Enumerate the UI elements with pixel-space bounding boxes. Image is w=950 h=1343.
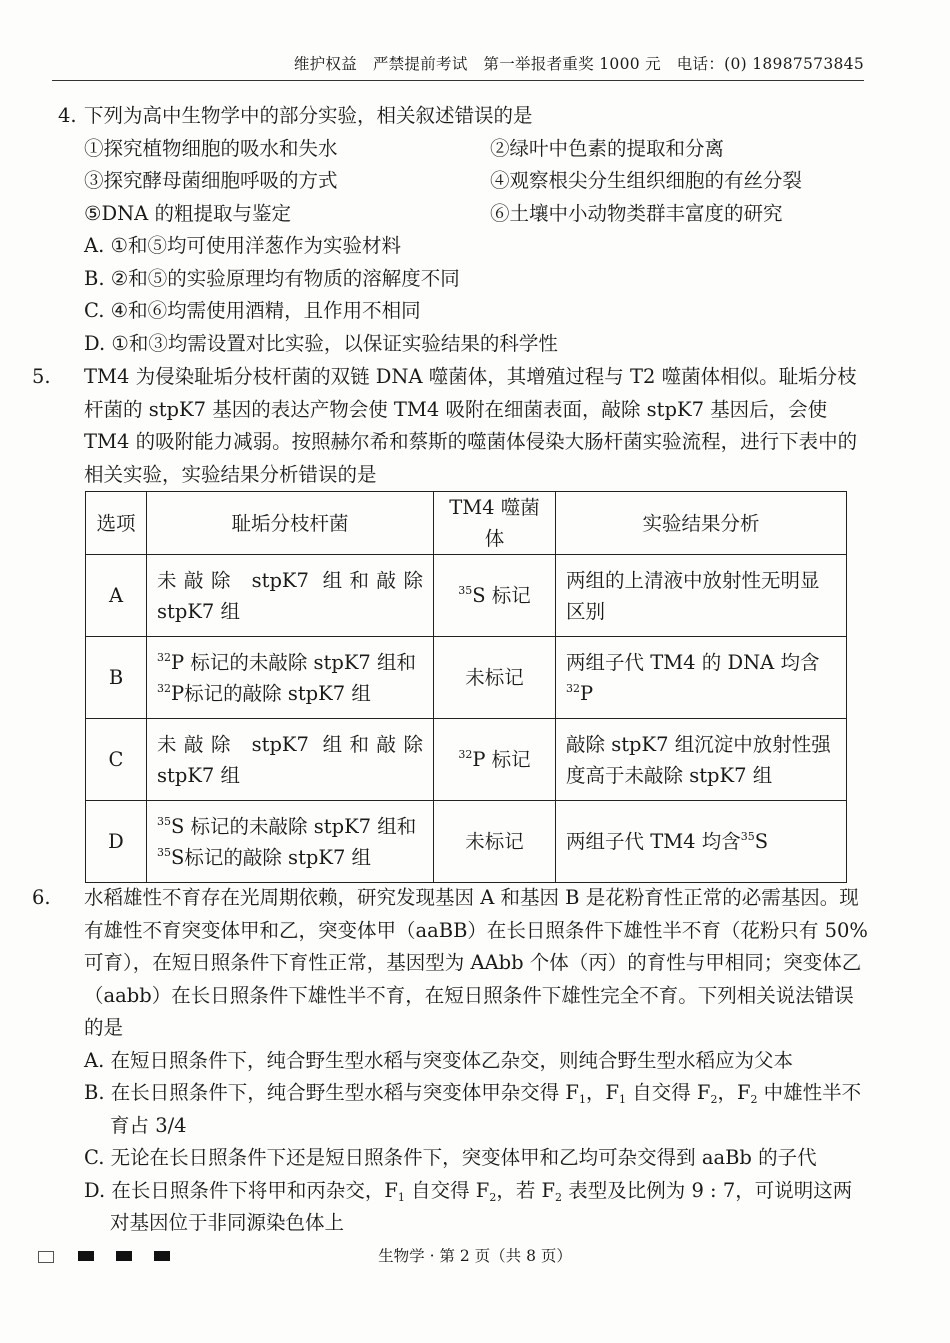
table-header: TM4 噬菌体 (434, 492, 556, 555)
header-rule (52, 80, 864, 81)
question-number: 6. (32, 886, 51, 909)
exam-header-notice: 维护权益 严禁提前考试 第一举报者重奖 1000 元 电话：(0) 18987573845 (293, 55, 864, 73)
experiment-list (58, 133, 868, 231)
row-option: A (86, 555, 147, 637)
experiment-item: ⑤DNA 的粗提取与鉴定 (84, 201, 291, 225)
row-option: C (86, 719, 147, 801)
phage-cell (434, 719, 556, 801)
experiment-item: ①探究植物细胞的吸水和失水 (84, 136, 338, 160)
result-element: P (580, 681, 594, 705)
bacteria-text: P 标记的未敲除 stpK7 组和 (171, 650, 417, 674)
row-option: B (86, 637, 147, 719)
bacteria-text: 未敲除 stpK7 组和敲除 stpK7 组 (157, 732, 423, 787)
bacteria-line (157, 842, 423, 873)
choice-text: ，若 F (496, 1178, 556, 1202)
phage-text: S 标记 (472, 584, 531, 607)
bacteria-cell (147, 801, 434, 883)
isotope-mass: 32 (566, 681, 580, 695)
bacteria-line (157, 647, 423, 678)
result-cell: 两组的上清液中放射性无明显区别 (556, 555, 847, 637)
stem-text: 下列为高中生物学中的部分实验，相关叙述错误的是 (84, 104, 533, 127)
generation-subscript: 2 (489, 1190, 497, 1204)
stem-text: TM4 为侵染耻垢分枝杆菌的双链 DNA 噬菌体，其增殖过程与 T2 噬菌体相似。耻垢分枝杆菌的 stpK7 基因的表达产物会使 TM4 吸附在细菌表面，敲除 stpK7 基因后，会使 TM4 的吸附能力减弱。按照赫尔希和蔡斯的噬菌体侵染大肠杆菌实验流程，进行下表中的相关实验，实验结果分析错误的是 (84, 365, 858, 486)
choice-text: ，F (717, 1081, 751, 1104)
bacteria-text: S标记的敲除 stpK7 组 (171, 845, 372, 869)
choice-b (58, 1077, 868, 1142)
question-number: 5. (32, 365, 51, 388)
phage-cell: 未标记 (434, 801, 556, 883)
phage-text: P 标记 (472, 748, 531, 771)
page-number: 生物学 · 第 2 页（共 8 页） (378, 1247, 572, 1265)
table-row (86, 555, 847, 637)
table-row (86, 801, 847, 883)
isotope-mass: 32 (157, 681, 171, 695)
bacteria-text: P标记的敲除 stpK7 组 (171, 681, 371, 705)
question-number: 4. (58, 104, 77, 127)
question-5 (32, 361, 868, 491)
bacteria-cell (147, 637, 434, 719)
page-footer (0, 1242, 950, 1272)
choice-c: C. ④和⑥均需使用酒精，且作用不相同 (84, 299, 421, 322)
isotope-mass: 32 (157, 650, 171, 664)
result-text: 两组子代 TM4 均含 (566, 830, 741, 853)
table-header: 选项 (86, 492, 147, 555)
experiment-item: ②绿叶中色素的提取和分离 (490, 136, 725, 160)
isotope-mass: 35 (740, 830, 755, 843)
question-4 (58, 100, 868, 360)
table-row (86, 719, 847, 801)
question-5-stem (32, 361, 868, 491)
generation-subscript: 1 (578, 1093, 586, 1106)
choice-d: D. ①和③均需设置对比实验，以保证实验结果的科学性 (84, 331, 558, 355)
generation-subscript: 2 (750, 1093, 758, 1106)
bacteria-text: 未敲除 stpK7 组和敲除 stpK7 组 (157, 568, 423, 623)
bacteria-line (157, 678, 423, 709)
phage-cell (434, 555, 556, 637)
experiment-item: ④观察根尖分生组织细胞的有丝分裂 (490, 169, 803, 192)
isotope-mass: 35 (458, 584, 473, 597)
bacteria-text: S 标记的未敲除 stpK7 组和 (171, 814, 417, 838)
choice-text: ，F (585, 1081, 619, 1104)
choice-a: A. ①和⑤均可使用洋葱作为实验材料 (84, 234, 401, 257)
bacteria-cell (147, 719, 434, 801)
choice-c: C. 无论在长日照条件下还是短日照条件下，突变体甲和乙均可杂交得到 aaBb 的子代 (84, 1146, 817, 1169)
isotope-mass: 35 (157, 814, 171, 828)
table-row (86, 637, 847, 719)
choice-text: 自交得 F (404, 1178, 490, 1202)
bacteria-cell (147, 555, 434, 637)
generation-subscript: 2 (555, 1190, 563, 1204)
choice-text: 表型及比例为 9 : 7，可说明这两对基因位于非同源染色体上 (110, 1178, 853, 1234)
generation-subscript: 1 (397, 1190, 405, 1204)
table-header: 耻垢分枝杆菌 (147, 492, 434, 555)
isotope-mass: 35 (157, 845, 171, 859)
isotope-mass: 32 (458, 748, 473, 761)
choice-text: D. 在长日照条件下将甲和丙杂交，F (84, 1178, 398, 1202)
question-6 (32, 882, 868, 1240)
bacteria-line (157, 811, 423, 842)
generation-subscript: 2 (710, 1093, 718, 1106)
result-element: S (754, 830, 769, 853)
experiment-item: ⑥土壤中小动物类群丰富度的研究 (490, 201, 783, 225)
phage-cell: 未标记 (434, 637, 556, 719)
choice-text: 自交得 F (626, 1081, 711, 1104)
result-cell (556, 801, 847, 883)
table-header-row (86, 492, 847, 555)
question-4-stem (58, 100, 868, 133)
question-6-stem (32, 882, 868, 1045)
choice-text: B. 在长日照条件下，纯合野生型水稻与突变体甲杂交得 F (84, 1081, 579, 1104)
experiment-item: ③探究酵母菌细胞呼吸的方式 (84, 169, 338, 192)
choice-a: A. 在短日照条件下，纯合野生型水稻与突变体乙杂交，则纯合野生型水稻应为父本 (84, 1048, 793, 1072)
stem-text: 水稻雄性不育存在光周期依赖，研究发现基因 A 和基因 B 是花粉育性正常的必需基因。现有雄性不育突变体甲和乙，突变体甲（aaBB）在长日照条件下雄性半不育（花粉只有 50%可育），在短日照条件下育性正常，基因型为 AAbb 个体（丙）的育性与甲相同；突变体乙（aabb）在长日照条件下雄性半不育，在短日照条件下雄性完全不育。下列相关说法错误的是 (84, 886, 868, 1039)
choice-d (58, 1175, 868, 1240)
result-cell (556, 637, 847, 719)
experiment-table (85, 491, 847, 883)
choice-b: B. ②和⑤的实验原理均有物质的溶解度不同 (84, 266, 460, 290)
result-text: 两组子代 TM4 的 DNA 均含 (566, 650, 820, 674)
generation-subscript: 1 (619, 1093, 626, 1106)
row-option: D (86, 801, 147, 883)
result-cell: 敲除 stpK7 组沉淀中放射性强度高于未敲除 stpK7 组 (556, 719, 847, 801)
choice-text: 中雄性半不育占 3/4 (110, 1081, 862, 1137)
table-header: 实验结果分析 (556, 492, 847, 555)
